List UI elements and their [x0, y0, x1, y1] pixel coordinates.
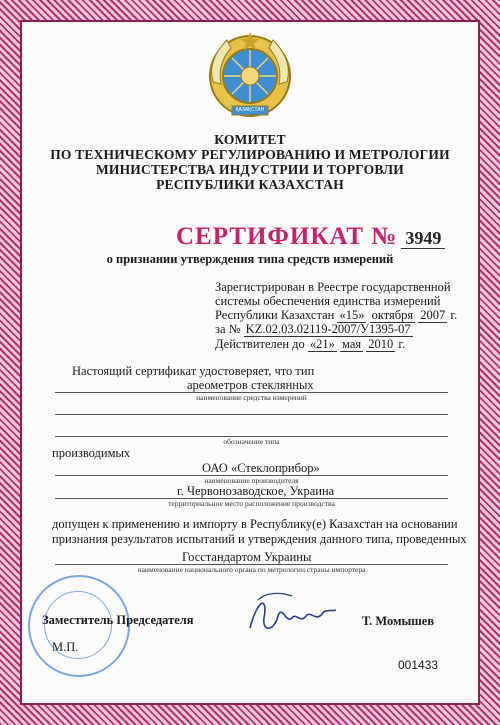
registration-line-3 [215, 308, 457, 322]
committee-line-2: ПО ТЕХНИЧЕСКОМУ РЕГУЛИРОВАНИЮ И МЕТРОЛОГИИ [50, 147, 450, 162]
instrument-name: ареометров стеклянных [187, 378, 314, 392]
valid-until-year: 2010 [368, 337, 394, 351]
certificate-title: СЕРТИФИКАТ № [176, 223, 398, 250]
admitted-text-line-2: признания результатов испытаний и утверждения данного типа, проведенных [52, 532, 467, 546]
valid-until-line [215, 337, 405, 351]
certificate-number: 3949 [401, 228, 445, 249]
production-location: г. Червонозаводское, Украина [177, 484, 335, 498]
registration-year-suffix: г. [450, 308, 458, 322]
registration-number-line [215, 322, 413, 336]
registration-number-prefix: за № [215, 322, 241, 336]
valid-until-month: мая [342, 337, 362, 351]
valid-until-suffix: г. [398, 337, 406, 351]
registration-day: «15» [339, 308, 365, 322]
certificate-subtitle: о признании утверждения типа средств измерений [106, 252, 394, 266]
registration-number: KZ.02.03.02119-2007/У1395-07 [245, 322, 411, 336]
registration-line-1: Зарегистрирован в Реестре государственной [215, 280, 451, 294]
authority-name: Госстандартом Украины [182, 550, 312, 564]
certificate-heading [176, 223, 445, 251]
serial-number: 001433 [398, 658, 439, 672]
signatory-name: Т. Момышев [362, 614, 435, 628]
type-caption: обозначение типа [223, 437, 280, 446]
manufacturer-caption: наименование производителя [204, 476, 299, 485]
admitted-text-line-1: допущен к применению и импорту в Республику(е) Казахстан на основании [52, 517, 458, 531]
valid-until-day: «21» [309, 337, 335, 351]
instrument-line-2 [55, 414, 448, 415]
instrument-caption: наименование средства измерений [196, 393, 307, 402]
valid-until-label: Действителен до [215, 337, 305, 351]
manufacturer-name: ОАО «Стеклоприбор» [202, 461, 320, 475]
registration-republic: Республики Казахстан [215, 308, 335, 322]
produced-label: производимых [52, 446, 131, 460]
committee-line-4: РЕСПУБЛИКИ КАЗАХСТАН [156, 177, 344, 192]
seal-mark: М.П. [52, 640, 79, 654]
registration-year: 2007 [420, 308, 446, 322]
authority-caption: наименование национального органа по метрологии страны импортера [137, 565, 366, 574]
committee-line-3: МИНИСТЕРСТВА ИНДУСТРИИ И ТОРГОВЛИ [95, 162, 405, 177]
registration-line-2: системы обеспечения единства измерений [215, 294, 441, 308]
handwritten-signature-icon [240, 588, 340, 638]
committee-title: КОМИТЕТ [214, 132, 286, 147]
signatory-role: Заместитель Председателя [42, 613, 194, 627]
emblem-label: ҚАЗАҚСТАН [235, 107, 265, 113]
certifies-text: Настоящий сертификат удостоверяет, что тип [72, 364, 315, 378]
registration-month: октября [371, 308, 414, 322]
location-caption: территориальное место расположение производства [168, 499, 335, 508]
